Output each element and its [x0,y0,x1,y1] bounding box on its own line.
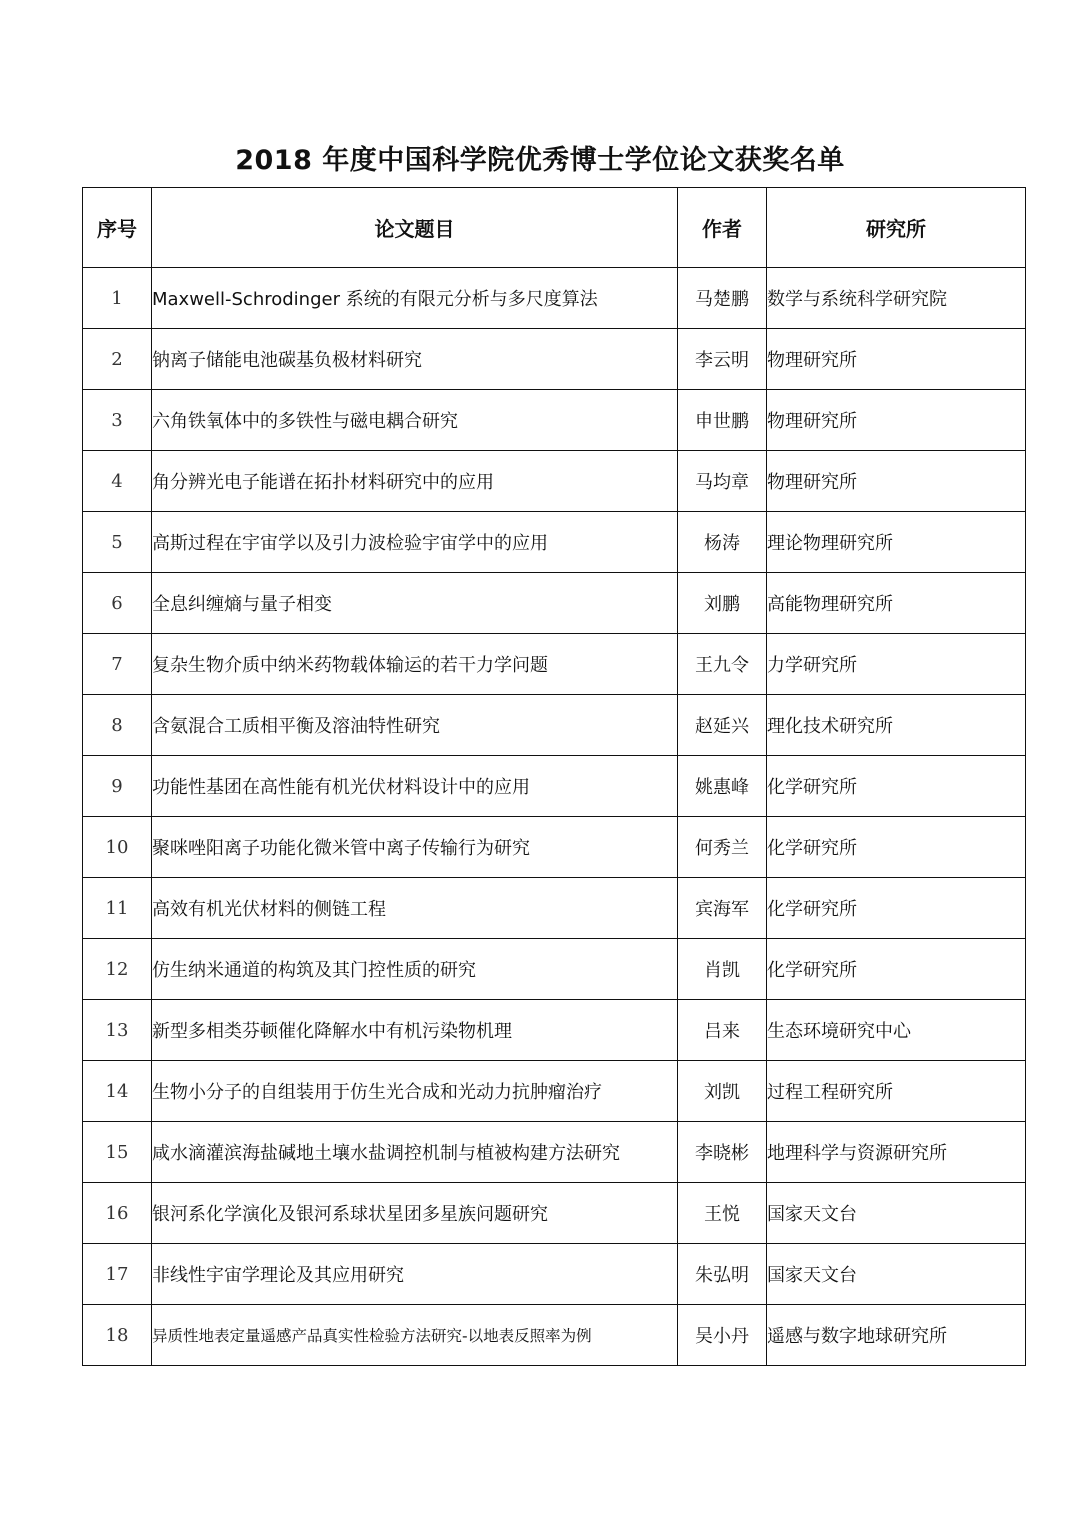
row-institute: 遥感与数字地球研究所 [767,1305,1026,1366]
row-title: 聚咪唑阳离子功能化微米管中离子传输行为研究 [152,817,678,878]
row-title: Maxwell-Schrodinger 系统的有限元分析与多尺度算法 [152,268,678,329]
row-no: 5 [83,512,152,573]
row-no: 16 [83,1183,152,1244]
row-author: 朱弘明 [678,1244,767,1305]
row-title: 生物小分子的自组装用于仿生光合成和光动力抗肿瘤治疗 [152,1061,678,1122]
table-row [83,268,1026,329]
table-row [83,573,1026,634]
row-no: 1 [83,268,152,329]
row-institute: 物理研究所 [767,390,1026,451]
row-institute: 理论物理研究所 [767,512,1026,573]
row-no: 15 [83,1122,152,1183]
table-row [83,512,1026,573]
row-title: 高效有机光伏材料的侧链工程 [152,878,678,939]
table-row [83,1244,1026,1305]
table-row [83,756,1026,817]
row-title: 角分辨光电子能谱在拓扑材料研究中的应用 [152,451,678,512]
row-no: 14 [83,1061,152,1122]
row-author: 肖凯 [678,939,767,1000]
row-title: 功能性基团在高性能有机光伏材料设计中的应用 [152,756,678,817]
row-institute: 物理研究所 [767,329,1026,390]
row-author: 吕来 [678,1000,767,1061]
row-institute: 国家天文台 [767,1183,1026,1244]
row-author: 王悦 [678,1183,767,1244]
row-institute: 高能物理研究所 [767,573,1026,634]
table-row [83,1122,1026,1183]
row-no: 2 [83,329,152,390]
row-author: 李晓彬 [678,1122,767,1183]
header-title: 论文题目 [152,188,678,268]
row-title: 咸水滴灌滨海盐碱地土壤水盐调控机制与植被构建方法研究 [152,1122,678,1183]
row-author: 何秀兰 [678,817,767,878]
table-row [83,390,1026,451]
header-institute: 研究所 [767,188,1026,268]
table-row [83,1305,1026,1366]
row-institute: 国家天文台 [767,1244,1026,1305]
row-no: 11 [83,878,152,939]
row-no: 13 [83,1000,152,1061]
row-institute: 物理研究所 [767,451,1026,512]
row-no: 4 [83,451,152,512]
row-institute: 数学与系统科学研究院 [767,268,1026,329]
award-table [82,187,1026,1366]
row-institute: 理化技术研究所 [767,695,1026,756]
row-no: 12 [83,939,152,1000]
table-row [83,817,1026,878]
row-title: 全息纠缠熵与量子相变 [152,573,678,634]
row-no: 10 [83,817,152,878]
row-author: 杨涛 [678,512,767,573]
row-title: 钠离子储能电池碳基负极材料研究 [152,329,678,390]
row-no: 17 [83,1244,152,1305]
row-author: 马均章 [678,451,767,512]
row-no: 9 [83,756,152,817]
row-no: 6 [83,573,152,634]
row-title: 复杂生物介质中纳米药物载体输运的若干力学问题 [152,634,678,695]
row-title: 异质性地表定量遥感产品真实性检验方法研究-以地表反照率为例 [152,1305,678,1366]
row-institute: 过程工程研究所 [767,1061,1026,1122]
row-institute: 化学研究所 [767,878,1026,939]
page-title: 2018 年度中国科学院优秀博士学位论文获奖名单 [235,145,845,176]
table-row [83,451,1026,512]
table-row [83,329,1026,390]
row-author: 李云明 [678,329,767,390]
row-title: 高斯过程在宇宙学以及引力波检验宇宙学中的应用 [152,512,678,573]
row-title: 银河系化学演化及银河系球状星团多星族问题研究 [152,1183,678,1244]
row-author: 宾海军 [678,878,767,939]
table-row [83,1061,1026,1122]
row-author: 刘鹏 [678,573,767,634]
row-author: 王九令 [678,634,767,695]
row-no: 7 [83,634,152,695]
row-author: 申世鹏 [678,390,767,451]
table-row [83,1183,1026,1244]
row-no: 3 [83,390,152,451]
row-title: 仿生纳米通道的构筑及其门控性质的研究 [152,939,678,1000]
row-author: 刘凯 [678,1061,767,1122]
row-no: 18 [83,1305,152,1366]
row-author: 马楚鹏 [678,268,767,329]
table-row [83,634,1026,695]
header-no: 序号 [83,188,152,268]
row-institute: 力学研究所 [767,634,1026,695]
row-institute: 化学研究所 [767,817,1026,878]
table-row [83,878,1026,939]
row-title: 六角铁氧体中的多铁性与磁电耦合研究 [152,390,678,451]
row-title: 含氨混合工质相平衡及溶油特性研究 [152,695,678,756]
table-row [83,939,1026,1000]
row-title: 新型多相类芬顿催化降解水中有机污染物机理 [152,1000,678,1061]
row-no: 8 [83,695,152,756]
row-institute: 化学研究所 [767,756,1026,817]
table-row [83,1000,1026,1061]
row-author: 姚惠峰 [678,756,767,817]
row-institute: 地理科学与资源研究所 [767,1122,1026,1183]
row-institute: 生态环境研究中心 [767,1000,1026,1061]
row-author: 赵延兴 [678,695,767,756]
row-institute: 化学研究所 [767,939,1026,1000]
row-author: 吴小丹 [678,1305,767,1366]
table-header-row [83,188,1026,268]
row-title: 非线性宇宙学理论及其应用研究 [152,1244,678,1305]
table-row [83,695,1026,756]
header-author: 作者 [678,188,767,268]
